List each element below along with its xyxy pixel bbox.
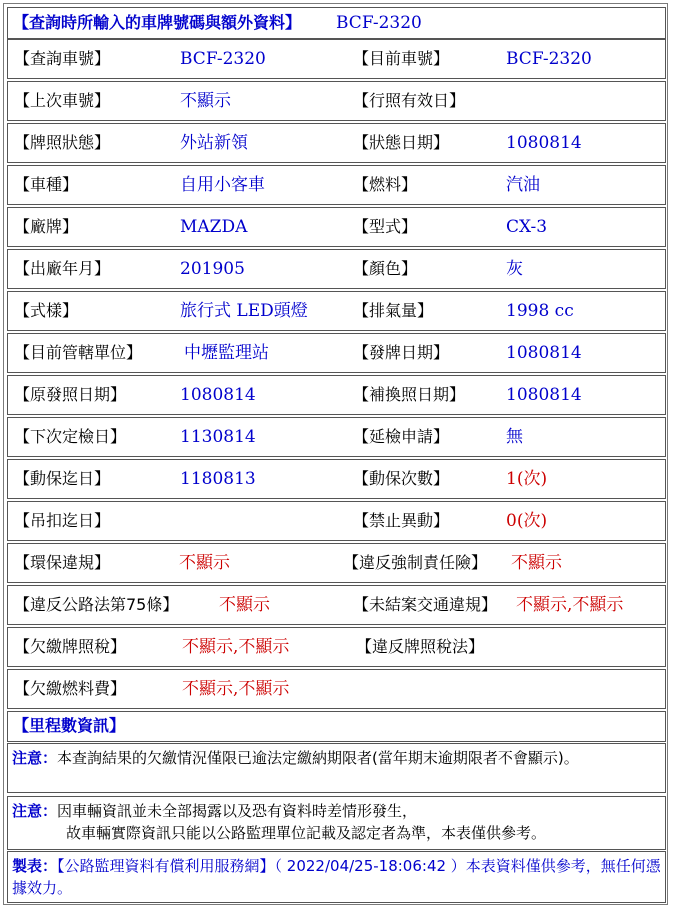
field-value: 1080814 (506, 385, 582, 405)
footer-label: 製表： (12, 857, 58, 875)
field-value: 不顯示 (180, 91, 231, 111)
mileage-row (7, 711, 666, 742)
field-value: 1998 cc (506, 301, 574, 321)
info-row (7, 585, 666, 625)
note1-box (7, 743, 666, 793)
field-label: 【查詢車號】 (14, 49, 111, 68)
field-value: 1180813 (180, 469, 256, 489)
note2-label: 注意： (12, 802, 58, 820)
field-label: 【欠繳燃料費】 (14, 679, 127, 698)
field-value: 不顯示 (219, 595, 270, 615)
info-row (7, 165, 666, 205)
field-value: 不顯示,不顯示 (182, 679, 290, 699)
field-value: BCF-2320 (506, 49, 592, 69)
info-row (7, 39, 666, 79)
footer-rest: （ 2022/04/25-18:06:42 ）本表資料僅供參考，無任何憑據效力。 (12, 857, 661, 897)
info-row (7, 459, 666, 499)
note1-label: 注意： (12, 749, 58, 767)
field-label: 【禁止異動】 (353, 511, 450, 530)
note2-line1: 因車輛資訊並未全部揭露以及恐有資料時差情形發生， (57, 802, 418, 820)
field-value: 不顯示 (511, 553, 562, 573)
field-label: 【補換照日期】 (353, 385, 466, 404)
field-label: 【上次車號】 (14, 91, 111, 110)
field-label: 【式樣】 (14, 301, 79, 320)
note2 (12, 800, 661, 844)
field-value: 不顯示,不顯示 (182, 637, 290, 657)
info-row (7, 669, 666, 709)
info-row (7, 501, 666, 541)
field-label: 【動保次數】 (353, 469, 450, 488)
info-row (7, 207, 666, 247)
field-value: 自用小客車 (180, 175, 265, 195)
field-value: 201905 (180, 259, 245, 279)
footer-box (7, 851, 666, 903)
field-label: 【排氣量】 (353, 301, 434, 320)
note2-box (7, 796, 666, 850)
field-label: 【原發照日期】 (14, 385, 127, 404)
field-value: 1130814 (180, 427, 256, 447)
field-value: 1080814 (506, 343, 582, 363)
field-value: 灰 (506, 259, 523, 279)
field-value: 旅行式 LED頭燈 (180, 301, 308, 321)
field-label: 【顏色】 (353, 259, 418, 278)
note1-text: 本查詢結果的欠繳情況僅限已逾法定繳納期限者(當年期末逾期限者不會顯示)。 (57, 749, 579, 767)
field-label: 【吊扣迄日】 (14, 511, 111, 530)
field-label: 【廠牌】 (14, 217, 79, 236)
field-label: 【目前管轄單位】 (14, 343, 143, 362)
field-value: CX-3 (506, 217, 548, 237)
field-value: 中壢監理站 (184, 343, 269, 363)
field-label: 【目前車號】 (353, 49, 450, 68)
field-label: 【行照有效日】 (353, 91, 466, 110)
info-row (7, 333, 666, 373)
field-label: 【出廠年月】 (14, 259, 111, 278)
field-label: 【下次定檢日】 (14, 427, 127, 446)
field-label: 【未結案交通違規】 (353, 595, 498, 614)
header-row (7, 7, 666, 39)
field-value: 1080814 (506, 133, 582, 153)
info-row (7, 375, 666, 415)
field-label: 【燃料】 (353, 175, 418, 194)
info-row (7, 291, 666, 331)
footer-service: 【公路監理資料有償利用服務網】 (57, 857, 275, 875)
field-value: 1080814 (180, 385, 256, 405)
field-value: 0(次) (506, 511, 548, 531)
field-label: 【違反強制責任險】 (343, 553, 488, 572)
field-label: 【動保迄日】 (14, 469, 111, 488)
field-value: 不顯示,不顯示 (516, 595, 624, 615)
field-value: 汽油 (506, 175, 540, 195)
header-plate: BCF-2320 (336, 13, 422, 33)
field-label: 【牌照狀態】 (14, 133, 111, 152)
field-label: 【環保違規】 (14, 553, 111, 572)
info-row (7, 627, 666, 667)
field-label: 【欠繳牌照稅】 (14, 637, 127, 656)
field-value: 外站新領 (180, 133, 248, 153)
field-label: 【車種】 (14, 175, 79, 194)
field-value: 無 (506, 427, 523, 447)
field-label: 【違反牌照稅法】 (356, 637, 485, 656)
field-label: 【型式】 (353, 217, 418, 236)
note2-line2: 故車輛實際資訊只能以公路監理單位記載及認定者為準，本表僅供參考。 (66, 824, 547, 842)
header-title: 【查詢時所輸入的車牌號碼與額外資料】 (13, 13, 302, 32)
info-row (7, 417, 666, 457)
note1 (12, 747, 661, 769)
field-label: 【發牌日期】 (353, 343, 450, 362)
info-row (7, 81, 666, 121)
footer-note (12, 855, 661, 899)
field-value: 1(次) (506, 469, 548, 489)
field-value: 不顯示 (179, 553, 230, 573)
field-label: 【狀態日期】 (353, 133, 450, 152)
field-label: 【延檢申請】 (353, 427, 450, 446)
field-value: MAZDA (180, 217, 248, 237)
field-label: 【違反公路法第75條】 (14, 595, 179, 614)
mileage-title: 【里程數資訊】 (13, 716, 126, 735)
info-row (7, 249, 666, 289)
info-row (7, 123, 666, 163)
field-value: BCF-2320 (180, 49, 266, 69)
info-row (7, 543, 666, 583)
